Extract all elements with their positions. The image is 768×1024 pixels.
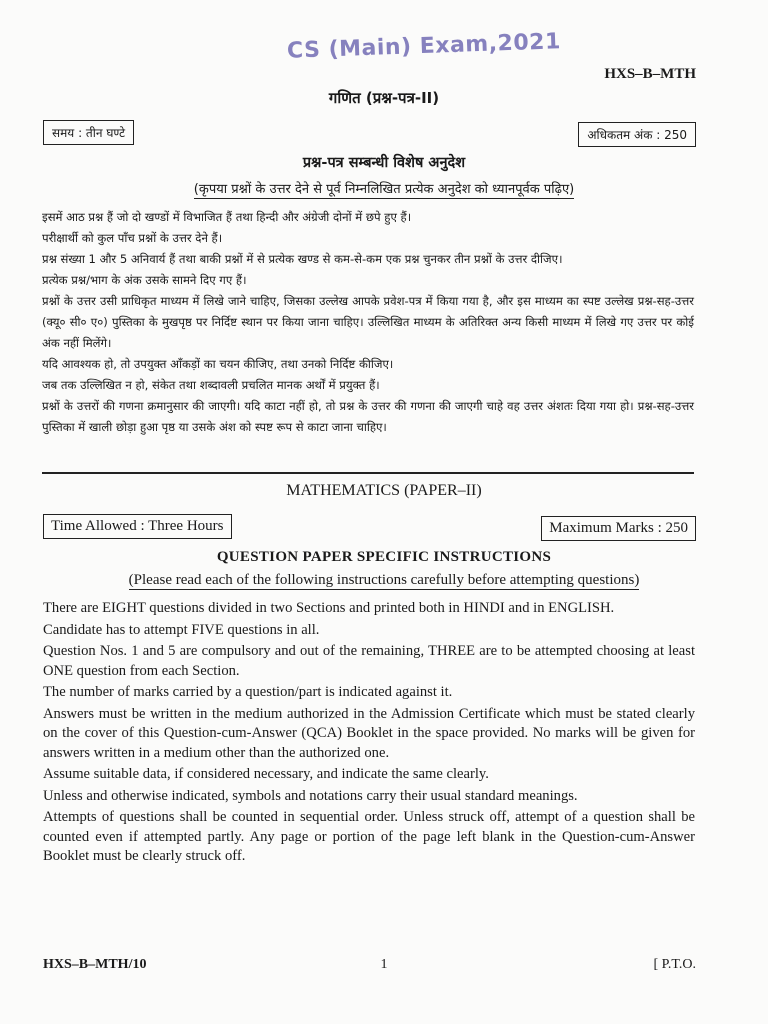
pto-label: [ P.T.O. [653,957,696,972]
english-instruction: Answers must be written in the medium authorized in the Admission Certificate which must be stated clearly on the cover of this Question-cum-Answer (QCA) Booklet in the space provided. No marks will be given for answers written in a medium other than the authorized one. [43,705,695,761]
english-instructions-subheading: (Please read each of the following instructions carefully before attempting questions) [128,572,640,588]
hindi-marks-box: अधिकतम अंक : 250 [578,122,696,147]
hindi-time-box: समय : तीन घण्टे [43,120,134,145]
english-marks-box: Maximum Marks : 250 [541,516,696,541]
footer-paper-code: HXS–B–MTH/10 [43,957,147,972]
english-instructions-heading: QUESTION PAPER SPECIFIC INSTRUCTIONS [216,549,552,565]
hindi-instruction: प्रश्नों के उत्तरों की गणना क्रमानुसार की जाएगी। यदि काटा नहीं हो, तो प्रश्न के उत्तर की गणना की जाएगी चाहे वह उत्तर अंशतः दिया गया हो। प्रश्न-सह-उत्तर पुस्तिका में खाली छोड़ा हुआ पृष्ठ या उसके अंश को स्पष्ट रूप से काटा जाना चाहिए। [42,399,694,434]
hindi-instruction: यदि आवश्यक हो, तो उपयुक्त आँकड़ों का चयन कीजिए, तथा उनको निर्दिष्ट कीजिए। [42,357,394,371]
hindi-instruction: इसमें आठ प्रश्न हैं जो दो खण्डों में विभाजित हैं तथा हिन्दी और अंग्रेजी दोनों में छपे हुए हैं। [42,210,412,224]
section-divider [42,472,694,474]
hindi-instruction: परीक्षार्थी को कुल पाँच प्रश्नों के उत्तर देने हैं। [42,231,223,245]
english-time-box: Time Allowed : Three Hours [43,514,232,539]
english-instruction: There are EIGHT questions divided in two Sections and printed both in HINDI and in ENGLISH. [43,600,615,616]
english-instruction: Assume suitable data, if considered necessary, and indicate the same clearly. [43,766,489,782]
english-paper-title: MATHEMATICS (PAPER–II) [286,482,482,499]
exam-stamp: CS (Main) Exam,2021 [286,29,562,64]
hindi-instruction: प्रत्येक प्रश्न/भाग के अंक उसके सामने दिए गए हैं। [42,273,247,287]
english-instruction: Question Nos. 1 and 5 are compulsory and out of the remaining, THREE are to be attempted choosing at least ONE question from each Section. [43,643,695,679]
page-number: 1 [380,957,388,972]
hindi-instruction: जब तक उल्लिखित न हो, संकेत तथा शब्दावली प्रचलित मानक अर्थों में प्रयुक्त हैं। [42,378,380,392]
paper-code: HXS–B–MTH [604,66,696,82]
hindi-instruction: प्रश्न संख्या 1 और 5 अनिवार्य हैं तथा बाकी प्रश्नों में से प्रत्येक खण्ड से कम-से-कम एक प्रश्न चुनकर तीन प्रश्नों के उत्तर दीजिए। [42,252,563,266]
english-instructions [43,599,695,869]
english-instruction: Candidate has to attempt FIVE questions in all. [43,621,320,638]
hindi-instructions-subheading: (कृपया प्रश्नों के उत्तर देने से पूर्व निम्नलिखित प्रत्येक अनुदेश को ध्यानपूर्वक पढ़िए) [193,182,575,197]
english-instruction: Attempts of questions shall be counted in sequential order. Unless struck off, attempt of a question shall be counted even if attempted partly. Any page or portion of the page left blank in the Question-cum-Answer Booklet must be clearly struck off. [43,809,695,864]
english-instruction: Unless and otherwise indicated, symbols and notations carry their usual standard meanings. [43,787,578,804]
english-instruction: The number of marks carried by a question/part is indicated against it. [43,684,453,700]
hindi-instructions-heading: प्रश्न-पत्र सम्बन्धी विशेष अनुदेश [302,155,466,171]
hindi-instruction: प्रश्नों के उत्तर उसी प्राधिकृत माध्यम में लिखे जाने चाहिए, जिसका उल्लेख आपके प्रवेश-पत्र में किया गया है, और इस माध्यम का स्पष्ट उल्लेख प्रश्न-सह-उत्तर (क्यू० सी० ए०) पुस्तिका के मुखपृष्ठ पर निर्दिष्ट स्थान पर किया जाना चाहिए। उल्लिखित माध्यम के अतिरिक्त अन्य किसी माध्यम में लिखे गए उत्तर पर कोई अंक नहीं मिलेंगे। [42,294,694,350]
hindi-instructions [42,207,694,438]
hindi-paper-title: गणित (प्रश्न-पत्र-II) [328,89,440,107]
